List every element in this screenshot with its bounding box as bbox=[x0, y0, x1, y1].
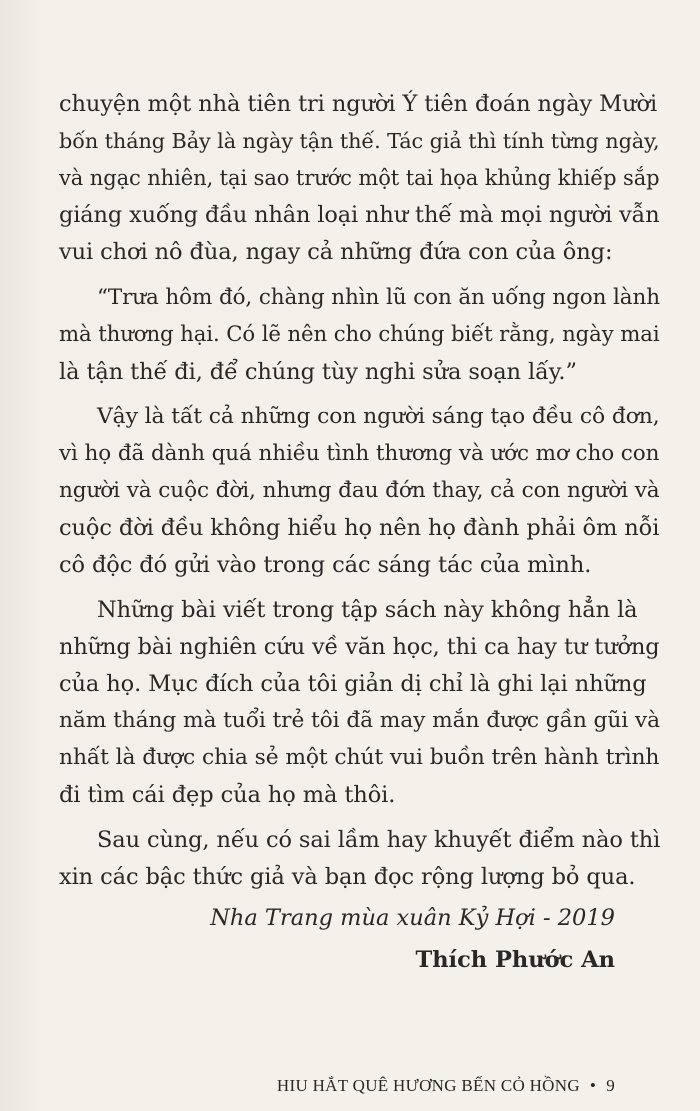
text-line: năm tháng mà tuổi trẻ tôi đã may mắn được gần gũi và bbox=[59, 708, 660, 733]
signature-author: Thích Phước An bbox=[415, 947, 615, 973]
text-line: Những bài viết trong tập sách này không hẳn là bbox=[97, 597, 638, 623]
running-footer bbox=[277, 1076, 615, 1096]
signature-place-date: Nha Trang mùa xuân Kỷ Hợi - 2019 bbox=[210, 905, 615, 931]
text-line: nhất là được chia sẻ một chút vui buồn trên hành trình bbox=[59, 745, 660, 770]
text-line: là tận thế đi, để chúng tùy nghi sửa soạn lấy.” bbox=[59, 359, 577, 385]
text-line: người và cuộc đời, nhưng đau đớn thay, cả con người và bbox=[59, 478, 660, 503]
text-line: những bài nghiên cứu về văn học, thi ca hay tư tưởng bbox=[59, 634, 660, 660]
book-title: HIU HẮT QUÊ HƯƠNG BẾN CỎ HỒNG bbox=[276, 1076, 580, 1095]
text-line: xin các bậc thức giả và bạn đọc rộng lượng bỏ qua. bbox=[59, 864, 636, 890]
text-line: của họ. Mục đích của tôi giản dị chỉ là ghi lại những bbox=[59, 671, 647, 697]
text-line: bốn tháng Bảy là ngày tận thế. Tác giả thì tính từng ngày, bbox=[59, 129, 660, 153]
page-number: 9 bbox=[606, 1076, 615, 1095]
footer-separator: • bbox=[589, 1076, 597, 1095]
text-line: vui chơi nô đùa, ngay cả những đứa con của ông: bbox=[59, 239, 613, 265]
text-line: đi tìm cái đẹp của họ mà thôi. bbox=[59, 782, 396, 808]
text-line: giáng xuống đầu nhân loại như thế mà mọi người vẫn bbox=[59, 202, 660, 228]
text-line: cuộc đời đều không hiểu họ nên họ đành phải ôm nỗi bbox=[59, 515, 660, 541]
text-line: và ngạc nhiên, tại sao trước một tai họa khủng khiếp sắp bbox=[59, 165, 660, 190]
text-line: chuyện một nhà tiên tri người Ý tiên đoán ngày Mười bbox=[59, 91, 658, 117]
text-line: “Trưa hôm đó, chàng nhìn lũ con ăn uống ngon lành bbox=[97, 285, 660, 310]
text-line: vì họ đã dành quá nhiều tình thương và ước mơ cho con bbox=[59, 441, 660, 466]
text-line: Vậy là tất cả những con người sáng tạo đều cô đơn, bbox=[97, 404, 660, 429]
text-line: mà thương hại. Có lẽ nên cho chúng biết rằng, ngày mai bbox=[59, 322, 660, 347]
text-line: cô độc đó gửi vào trong các sáng tác của mình. bbox=[59, 552, 592, 578]
text-line: Sau cùng, nếu có sai lầm hay khuyết điểm nào thì bbox=[97, 827, 661, 853]
